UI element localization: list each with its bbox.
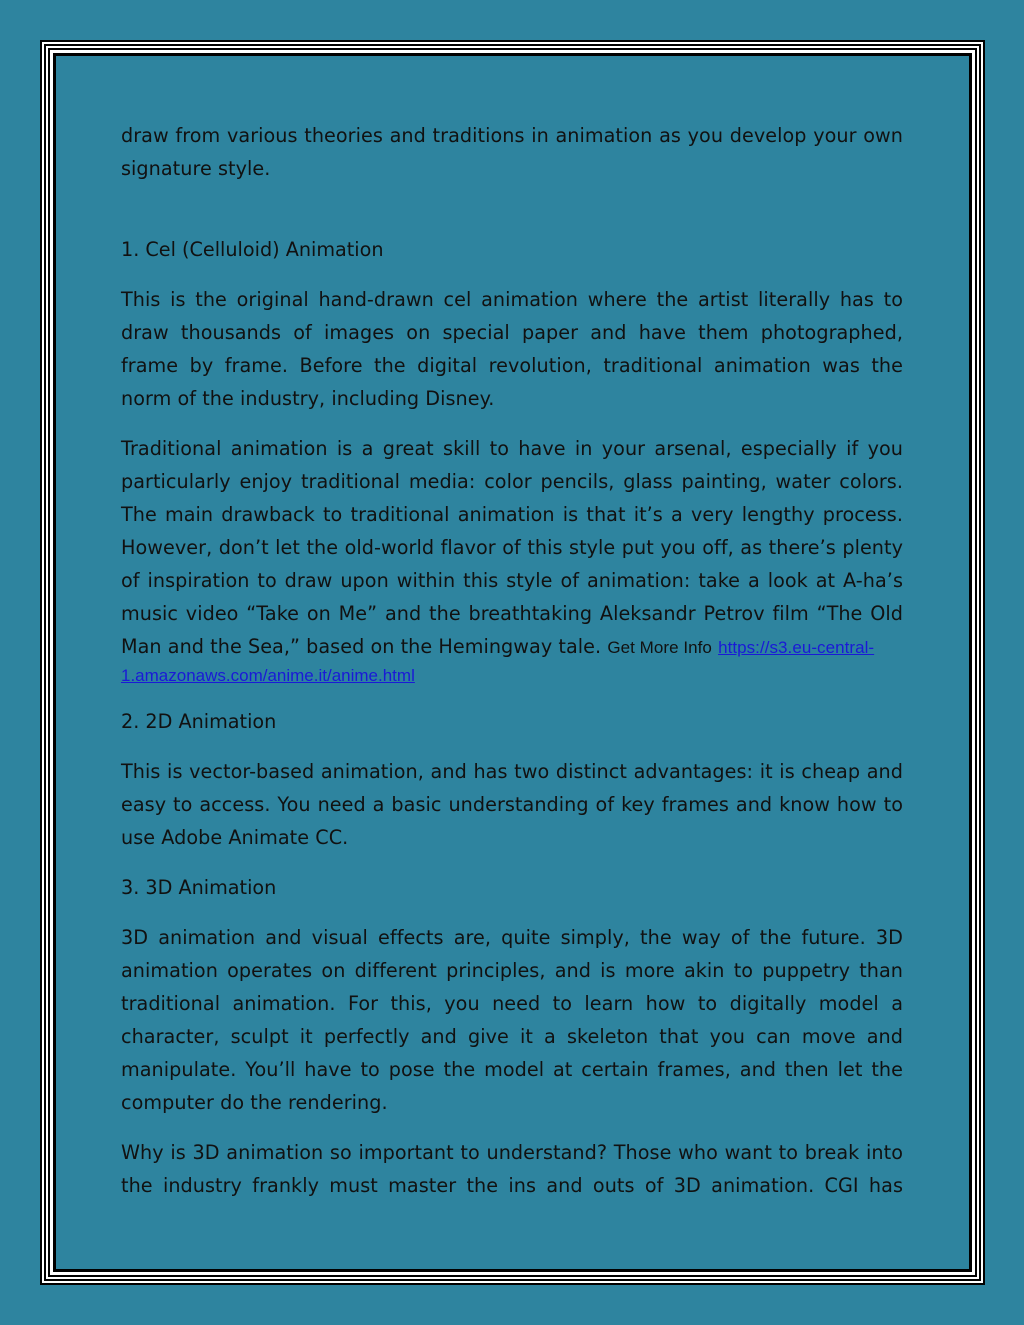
more-info-link-continued[interactable]: 1.amazonaws.com/anime.it/anime.html [121, 666, 415, 685]
intro-paragraph: draw from various theories and traditions in animation as you develop your own signature style. [121, 124, 903, 180]
3d-paragraph-1: 3D animation and visual effects are, quite simply, the way of the future. 3D animation operates on different principles, and is more akin to puppetry than traditional animation. For this, you need to learn how to digitally model a character, sculpt it perfectly and give it a skeleton that you can move and manipulate. You’ll have to pose the model at certain frames, and then let the computer do the rendering. [121, 926, 903, 1114]
document-body [121, 119, 903, 1202]
2d-paragraph-1: This is vector-based animation, and has two distinct advantages: it is cheap and easy to access. You need a basic understanding of key frames and know how to use Adobe Animate CC. [121, 760, 903, 849]
cel-paragraph-1: This is the original hand-drawn cel animation where the artist literally has to draw thousands of images on special paper and have them photographed, frame by frame. Before the digital revolution, traditional animation was the norm of the industry, including Disney. [121, 288, 903, 410]
section-heading-3d: 3. 3D Animation [121, 876, 277, 899]
section-heading-cel: 1. Cel (Celluloid) Animation [121, 238, 384, 261]
cel-paragraph-2 [121, 432, 903, 664]
more-info-label: Get More Info [607, 638, 712, 657]
3d-paragraph-2: Why is 3D animation so important to understand? Those who want to break into the industry frankly must master the ins and outs of 3D animation. CGI has [121, 1141, 903, 1197]
section-heading-2d: 2. 2D Animation [121, 710, 277, 733]
more-info-link[interactable]: https://s3.eu-central- [718, 638, 875, 657]
cel-paragraph-2-text: Traditional animation is a great skill to have in your arsenal, especially if you particularly enjoy traditional media: color pencils, glass painting, water colors. The main drawback to traditional animation is that it’s a very lengthy process. However, don’t let the old-world flavor of this style put you off, as there’s plenty of inspiration to draw upon within this style of animation: take a look at A-ha’s music video “Take on Me” and the breathtaking Aleksandr Petrov film “The Old Man and the Sea,” based on the Hemingway tale. [121, 437, 903, 658]
